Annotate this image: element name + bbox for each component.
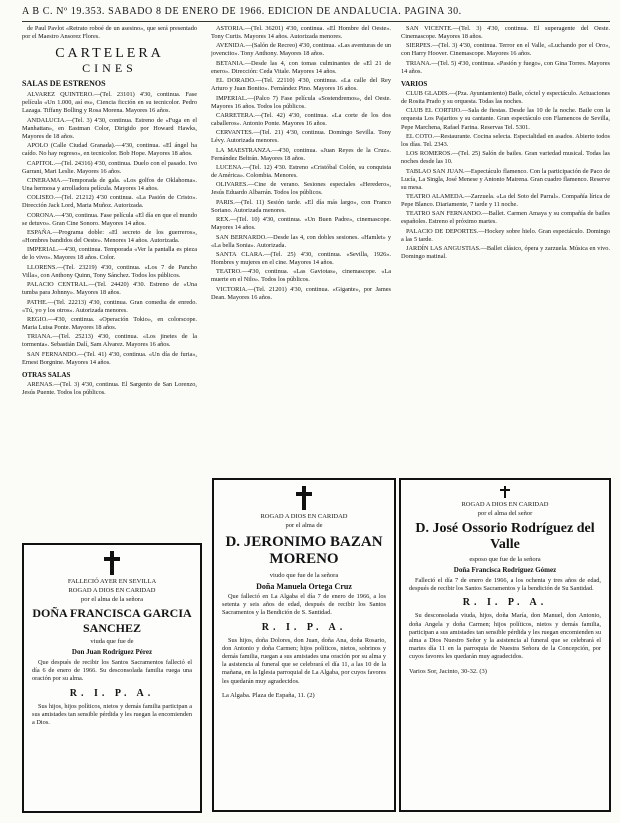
listing-paragraph: ALVAREZ QUINTERO.—(Tel. 23101) 4'30, continua. Fase película «Un 1.000, así es», Ciencia ficción en su tecnicolor. Pedro Lazaga. Tiffany Bolling y Rosa Morena. Mayores 16 años.: [22, 91, 197, 115]
obituary-line: por el alma de la señora: [81, 596, 143, 603]
listing-paragraph: ESPAÑA.—Programa doble: «El secreto de los guerreros», «Hombres bandidos del Oeste». Menores 14 años. Autorizada.: [22, 229, 197, 245]
obituary-line: esposo que fue de la señora: [469, 556, 541, 563]
column-listings-2: [211, 25, 391, 475]
listing-paragraph: CARRETERA.—(Tel. 42) 4'30, continua. «La corte de los dos caballeros». Antonio Ponte. Mayores 16 años.: [211, 111, 391, 127]
deceased-name: D. José Ossorio Rodríguez del Valle: [415, 521, 595, 552]
obituary-line: por el alma del señor: [477, 510, 533, 517]
listing-paragraph: LA MAESTRANZA.—4'30, continua. «Juan Reyes de la Cruz». Fernández Beltrán. Mayores 18 años.: [211, 146, 391, 162]
spouse-name: Doña Francisca Rodríguez Gómez: [453, 566, 557, 574]
listing-paragraph: CINERAMA.—Temporada de gala. «Los golfos de Oklahoma». Una hermosa y arrolladora película. Mayores 14 años.: [22, 176, 197, 192]
obituary-line: ROGAD A DIOS EN CARIDAD: [461, 501, 549, 508]
obituary-body: Que falleció en La Algaba el día 7 de enero de 1966, a los setenta y seis años de edad, después de recibir los Santos Sacramentos y la Bendición de S. Santidad.: [222, 593, 386, 617]
listing-paragraph: PARIS.—(Tel. 11) Sesión tarde. «El día más largo», con Franco Soriano. Autorizada menores.: [211, 198, 391, 214]
listing-paragraph: LLORENS.—(Tel. 23219) 4'30, continua. «Los 7 de Pancho Villa», con Anthony Quinn, Tony Sánchez. Todos los públicos.: [22, 263, 197, 279]
listing-paragraph: PATHE.—(Tel. 22213) 4'30, continua. Gran comedia de enredo. «Tú, yo y los otros». Autorizada menores.: [22, 298, 197, 314]
spouse-name: Doña Manuela Ortega Cruz: [256, 582, 352, 591]
obituary-body: Sus hijos, doña Dolores, don Juan, doña Ana, doña Rosario, don Antonio y doña Carmen; hijos políticos, nietos, sobrinos y demás familia, ruegan a sus amistades una oración por su alma y la asistencia al funeral que se celebrará el día 11, a las 10 de la mañana, en la Iglesia parroquial de La Algaba, por cuyos favores les quedarán muy agradecidos.: [222, 636, 386, 685]
subheading-varios: VARIOS: [401, 79, 428, 88]
obituary-line: FALLECIÓ AYER EN SEVILLA: [67, 578, 157, 585]
listing-paragraph: CAPITOL.—(Tel. 24316) 4'30, continua. Duelo con el pasado. Ivo Garrani, Mari Leslie. Mayores 16 años.: [22, 159, 197, 175]
obituary-body: Sus hijos, hijos políticos, nietos y demás familia participan a sus amistades tan sensible pérdida y les ruegan la encomienden a Dios.: [32, 702, 192, 727]
spouse-name: Don Juan Rodríguez Pérez: [71, 648, 153, 656]
listing-paragraph: CORONA.—4'30, continua. Fase película «El día en que el mundo se detuvo». Gran Cine Sonoro. Mayores 14 años.: [22, 211, 197, 227]
listing-paragraph: EL DORADO.—(Tel. 22110) 4'30, continua. «La calle del Rey Arturo y Juan Bonito». Fernández Pino. Mayores 16 años.: [211, 77, 391, 93]
listing-paragraph: APOLO (Calle Ciudad Granada).—4'30, continua. «El ángel ha caído. No hay regreso», en tecnicolor. Bob Hope. Mayores 18 años.: [22, 142, 197, 158]
listing-paragraph: TEATRO ALAMEDA.—Zarzuela. «La del Soto del Parral». Compañía lírica de Pepe Blanco. Diariamente, 7 tarde y 11 noche.: [401, 193, 610, 209]
listing-paragraph: TEATRO.—4'30, continua. «Las Gaviotas», cinemascope. «La muerte en el Nilo». Todos los públicos.: [211, 268, 391, 284]
listing-paragraph: SANTA CLARA.—(Tel. 25) 4'30, continua. «Sevilla, 1926». Hombres y mujeres en el cine. Mayores 14 años.: [211, 250, 391, 266]
column-listings-3: [401, 25, 610, 475]
header-rule: [22, 21, 610, 22]
rip-text: R. I. P. A.: [261, 621, 347, 633]
listing-paragraph: LUCENA.—(Tel. 12) 4'30. Estreno «Cristóbal Colón, su conquista de América». Colombia. Menores.: [211, 164, 391, 180]
listing-paragraph: REX.—(Tel. 10) 4'30, continua. «Un Buen Padre», cinemascope. Mayores 14 años.: [211, 216, 391, 232]
column-cartelera: [22, 25, 197, 545]
obituary-footer: Varios Sor, Jacinto, 30-32. (3): [409, 667, 487, 675]
obituary-body: Que después de recibir los Santos Sacramentos falleció el día 6 de enero de 1966. Su desconsolada familia ruega una oración por su alma.: [32, 659, 192, 683]
obituary-line: ROGAD A DIOS EN CARIDAD: [260, 513, 348, 520]
obituary-notice-bazan: [212, 478, 396, 812]
listing-paragraph: CLUB GLADIS.—(Pza. Ayuntamiento) Baile, cóctel y espectáculo. Actuaciones de Rosita Prado y su orquesta. Todas las noches.: [401, 89, 610, 106]
listing-paragraph: ASTORIA.—(Tel. 36201) 4'30, continua. «El Hombre del Oeste». Tony Curtis. Mayores 14 años. Autorizada menores.: [211, 25, 391, 41]
listing-paragraph: TRIANA.—(Tel. 5) 4'30, continua. «Pasión y fuego», con Gina Torres. Mayores 14 años.: [401, 59, 610, 75]
section-title-cines: CINES: [82, 61, 137, 76]
listing-paragraph: JARDÍN LAS ANGUSTIAS.—Ballet clásico, ópera y zarzuela. Música en vivo. Domingo matinal.: [401, 245, 610, 261]
subheading-salas: SALAS DE ESTRENOS: [22, 79, 106, 89]
obituary-line: por el alma de: [285, 522, 323, 529]
listing-paragraph: TRIANA.—(Tel. 25213) 4'30, continua. «Los jinetes de la tormenta». Sebastián Dalí, Sam Alvarez. Mayores 16 años.: [22, 333, 197, 349]
obituary-notice-ossorio: [399, 478, 611, 812]
page-header: A B C. Nº 19.353. SABADO 8 DE ENERO DE 1966. EDICION DE ANDALUCIA. PAGINA 30.: [22, 6, 462, 17]
listing-paragraph: SAN BERNARDO.—Desde las 4, con dobles sesiones. «Hamlet» y «La bella Sonia». Autorizada.: [211, 233, 391, 249]
rip-text: R. I. P. A.: [69, 687, 155, 699]
subheading-otras-salas: OTRAS SALAS: [22, 370, 71, 379]
listing-paragraph: PALACIO DE DEPORTES.—Hockey sobre hielo. Gran espectáculo. Domingo a las 5 tarde.: [401, 227, 610, 243]
section-title-cartelera: CARTELERA: [55, 46, 164, 62]
deceased-name: DOÑA FRANCISCA GARCIA SANCHEZ: [32, 606, 192, 635]
listing-paragraph: IMPERIAL.—(Palco 7) Fase película «Sostendremos», del Oeste. Mayores 16 años. Todos los públicos.: [211, 94, 391, 110]
cross-icon: [104, 551, 120, 575]
listing-paragraph: ANDALUCIA.—(Tel. 3) 4'30, continua. Estreno de «Fuga en el Manhattan», en Eastman Color, Dirigido por Howard Hawks, Mayores de 18 años.: [22, 116, 197, 140]
cross-icon: [500, 486, 510, 498]
listing-paragraph: COLISEO.—(Tel. 21212) 4'30 continua. «La Pasión de Cristo». Dirección Jack Lord, Maria Muñoz. Autorizada.: [22, 194, 197, 210]
listing-paragraph: SAN FERNANDO.—(Tel. 41) 4'30, continua. «Un día de furia», Ernest Borgnine. Mayores 14 años.: [22, 350, 197, 366]
listing-paragraph: AVENIDA.—(Salón de Recreo) 4'30, continua. «Las aventuras de un jovencito». Tony Anthony. Mayores 18 años.: [211, 42, 391, 58]
deceased-name: D. JERONIMO BAZAN MORENO: [225, 534, 383, 567]
listing-paragraph: ARENAS.—(Tel. 3) 4'30, continua. El Sargento de San Lorenzo, Jesús Puente. Todos los públicos.: [22, 380, 197, 396]
rip-text: R. I. P. A.: [462, 597, 548, 609]
obituary-body: Su desconsolada viuda, hijos, doña María, don Manuel, don Antonio, doña Angela y doña Carmen; hijos políticos, nietos y demás familia, participan a sus amistades tan sensible pérdida y les ruegan encomienden su alma a Dios Nuestro Señor y la asistencia al funeral que se celebrará el martes día 11 en la parroquia de Nuestra Señora de la Concepción, por cuyos favores les quedarán muy agradecidos.: [409, 612, 601, 661]
listing-paragraph: IMPERIAL.—4'30, continua. Temporada «Ver la pantalla es pieza de lo vivo». Mayores 18 años. Color.: [22, 246, 197, 262]
listing-paragraph: PALACIO CENTRAL.—(Tel. 24420) 4'30. Estreno de «Una tumba para Johnny». Mayores 18 años.: [22, 281, 197, 297]
listing-paragraph: REGIO.—4'30, continua. «Operación Tokio», en colorscope. Maria Luisa Ponte. Mayores 18 años.: [22, 315, 197, 331]
listing-paragraph: EL COTO.—Restaurante. Cocina selecta. Especialidad en asados. Abierto todos los días. Tel. 2343.: [401, 132, 610, 148]
listing-paragraph: BETANIA.—Desde las 4, con tomas culminantes de «El 21 de enero». Dirección: Ceda Vitale. Mayores 14 años.: [211, 59, 391, 75]
obituary-line: viudo que fue de la señora: [269, 572, 339, 579]
listing-paragraph: LOS ROMEROS.—(Tel. 25) Salón de bailes. Gran variedad musical. Todas las noches desde las 10.: [401, 150, 610, 166]
listing-paragraph: OLIVARES.—Cine de verano. Sesiones especiales «Heredero», Jesús Eduardo Albarrán. Todos los públicos.: [211, 181, 391, 197]
listing-paragraph: SAN VICENTE.—(Tel. 3) 4'30, continua. El superagente del Oeste. Cinemascope. Mayores 18 años.: [401, 25, 610, 41]
listing-paragraph: SIERPES.—(Tel. 3) 4'30, continua. Terror en el Valle, «Luchando por el Oro», con Harry Hoover. Cinemascope. Mayores 16 años.: [401, 42, 610, 58]
obituary-body: Falleció el día 7 de enero de 1966, a los ochenta y tres años de edad, después de recibir los Santos Sacramentos y la bendición de Su Santidad.: [409, 577, 601, 593]
listing-paragraph: TABLAO SAN JUAN.—Espectáculo flamenco. Con la participación de Paco de Lucía, La Singla, José Menese y Antonio Mairena. Gran cuadro flamenco. Reserve su mesa.: [401, 167, 610, 191]
intro-paragraph: de Paul Pavlot «Retrato roboé de un asesino», que será presentado por el Maestro Ansorez Flores.: [22, 25, 197, 41]
obituary-line: ROGAD A DIOS EN CARIDAD: [68, 587, 156, 594]
listing-paragraph: TEATRO SAN FERNANDO.—Ballet. Carmen Amaya y su compañía de bailes españoles. Estreno el próximo martes.: [401, 210, 610, 226]
listing-paragraph: CLUB EL CORTIJO.—Sala de fiestas. Desde las 10 de la noche. Baile con la orquesta Los Pajaritos y su cantante. Gran espectáculo con Flamencos de Sevilla, Pepe Marchena, Rafael Farina. Reservas Tel. 5301.: [401, 107, 610, 131]
listing-paragraph: VICTORIA.—(Tel. 21201) 4'30, continua. «Gigante», por James Dean. Mayores 16 años.: [211, 285, 391, 301]
listing-paragraph: CERVANTES.—(Tel. 21) 4'30, continua. Domingo Sevilla. Tony Lévy. Autorizada menores.: [211, 129, 391, 145]
obituary-line: viuda que fue de: [90, 638, 134, 645]
cross-icon: [296, 486, 312, 510]
obituary-notice-garcia: [22, 543, 202, 813]
obituary-footer: La Algaba. Plaza de España, 11. (2): [222, 691, 315, 699]
